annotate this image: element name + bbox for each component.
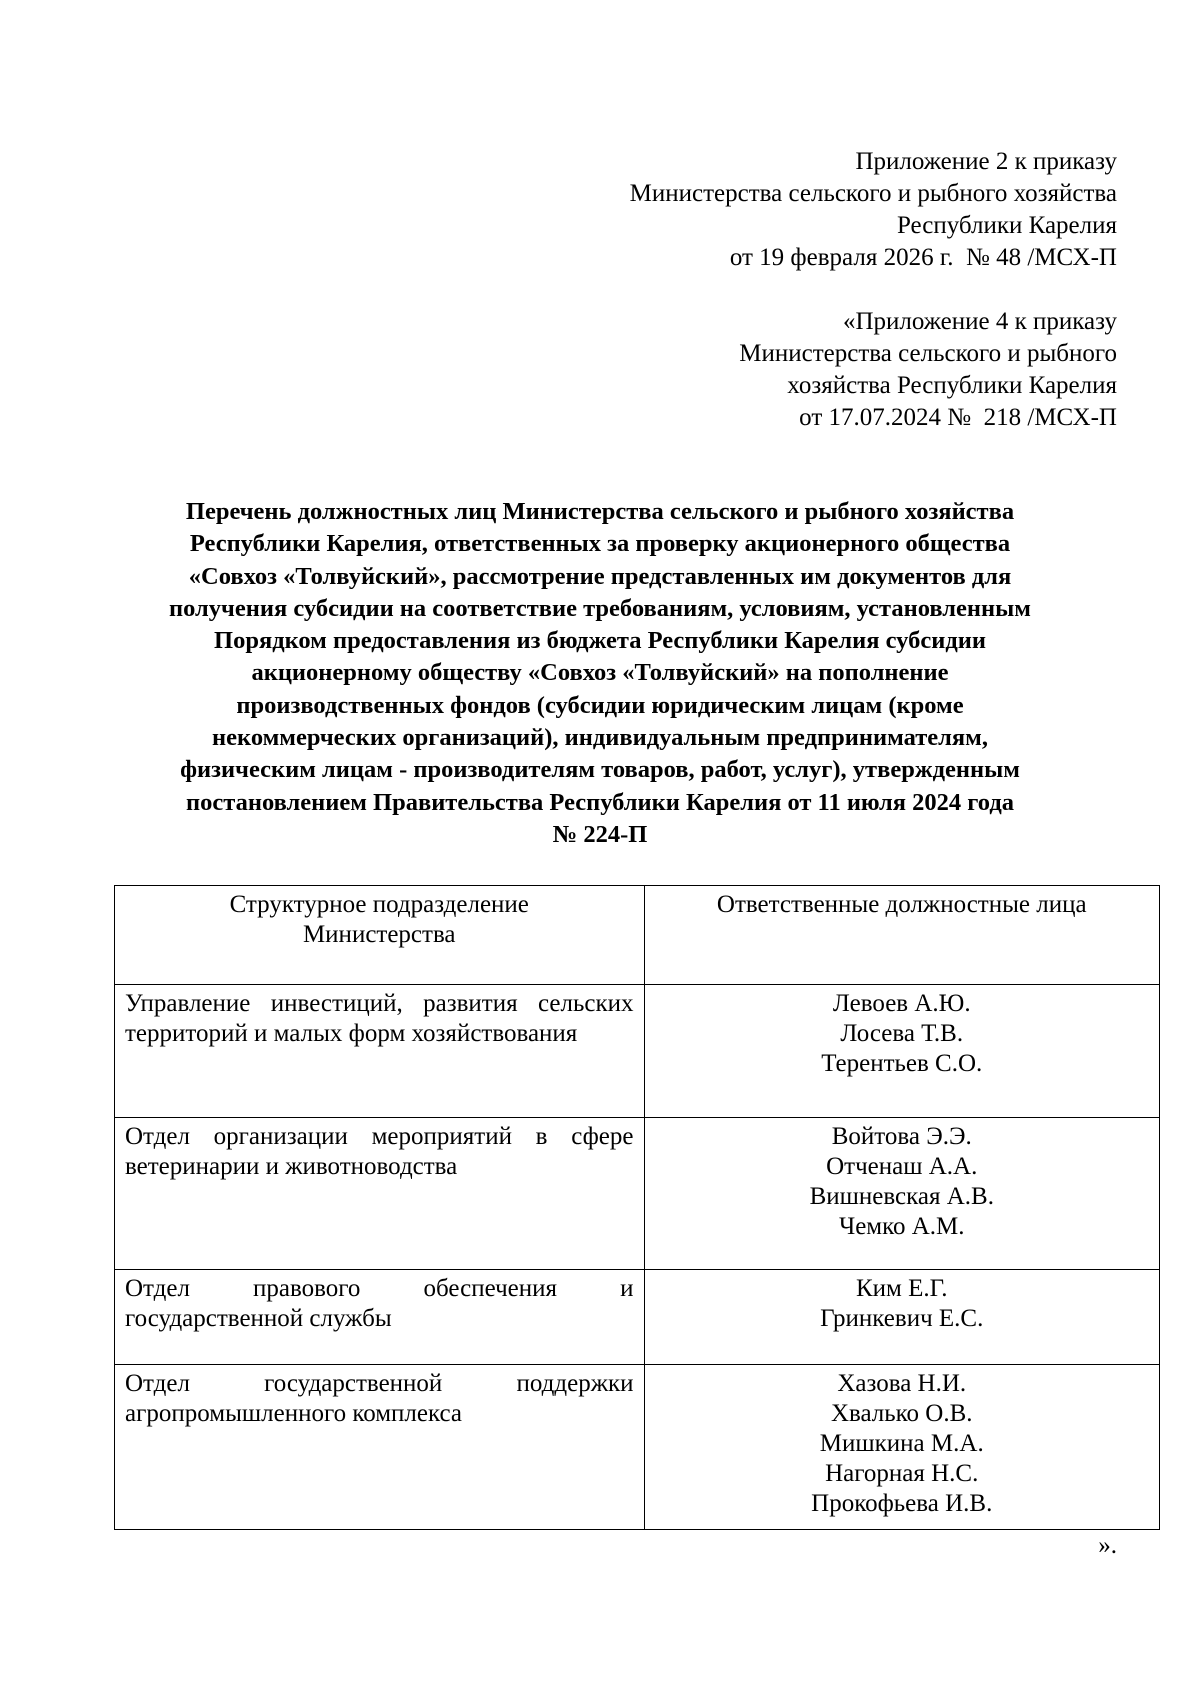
department-cell bbox=[115, 1118, 645, 1270]
official-name: Лосева Т.В. bbox=[840, 1020, 964, 1047]
title-line: физическим лицам - производителям товаров, работ, услуг), утвержденным bbox=[180, 756, 1020, 784]
official-name: Войтова Э.Э. bbox=[831, 1123, 972, 1150]
appendix-line: от 19 февраля 2026 г. № 48 /МСХ-П bbox=[729, 244, 1117, 271]
official-name: Хазова Н.И. bbox=[837, 1370, 967, 1397]
officials-cell bbox=[644, 985, 1160, 1118]
department-name: Отдел государственной поддержки агропромышленного комплекса bbox=[125, 1370, 634, 1427]
officials-table bbox=[114, 885, 1160, 1530]
title-line: акционерному обществу «Совхоз «Толвуйский» на пополнение bbox=[251, 659, 949, 687]
document-title bbox=[100, 496, 1100, 851]
table-header-row bbox=[115, 886, 1160, 985]
official-name: Мишкина М.А. bbox=[819, 1430, 984, 1457]
appendix-line: Республики Карелия bbox=[896, 212, 1117, 239]
appendix-line: Министерства сельского и рыбного bbox=[739, 340, 1117, 367]
title-line: Порядком предоставления из бюджета Республики Карелия субсидии bbox=[214, 627, 986, 655]
department-cell bbox=[115, 1365, 645, 1530]
title-line: Перечень должностных лиц Министерства сельского и рыбного хозяйства bbox=[185, 498, 1015, 525]
department-name: Управление инвестиций, развития сельских территорий и малых форм хозяйствования bbox=[125, 990, 634, 1047]
official-name: Чемко А.М. bbox=[838, 1213, 965, 1240]
official-name: Отченаш А.А. bbox=[826, 1153, 978, 1180]
appendix-line: «Приложение 4 к приказу bbox=[842, 308, 1117, 335]
appendix-line: Приложение 2 к приказу bbox=[855, 148, 1117, 175]
officials-cell bbox=[644, 1270, 1160, 1365]
department-name: Отдел организации мероприятий в сфере ветеринарии и животноводства bbox=[125, 1123, 634, 1180]
official-name: Ким Е.Г. bbox=[855, 1275, 948, 1302]
table-row bbox=[115, 1118, 1160, 1270]
official-name: Прокофьева И.В. bbox=[811, 1490, 993, 1517]
table-row bbox=[115, 1365, 1160, 1530]
title-line: постановлением Правительства Республики Карелия от 11 июля 2024 года bbox=[186, 788, 1014, 816]
official-name: Терентьев С.О. bbox=[821, 1050, 983, 1077]
appendix-line: Министерства сельского и рыбного хозяйства bbox=[629, 180, 1117, 207]
department-cell bbox=[115, 985, 645, 1118]
appendix-amended-order bbox=[739, 306, 1117, 434]
title-line: некоммерческих организаций), индивидуальным предпринимателям, bbox=[212, 724, 988, 752]
table-row bbox=[115, 1270, 1160, 1365]
header-department-line: Структурное подразделение bbox=[229, 891, 529, 918]
closing-quote-mark: ». bbox=[1098, 1532, 1117, 1559]
official-name: Левоев А.Ю. bbox=[832, 990, 971, 1017]
official-name: Нагорная Н.С. bbox=[825, 1460, 979, 1487]
title-line: Республики Карелия, ответственных за проверку акционерного общества bbox=[189, 530, 1011, 558]
appendix-line: хозяйства Республики Карелия bbox=[787, 372, 1117, 399]
appendix-line: от 17.07.2024 № 218 /МСХ-П bbox=[799, 404, 1117, 431]
title-line: производственных фондов (субсидии юридическим лицам (кроме bbox=[236, 691, 964, 719]
title-line: получения субсидии на соответствие требованиям, условиям, установленным bbox=[169, 594, 1031, 622]
table-row bbox=[115, 985, 1160, 1118]
department-cell bbox=[115, 1270, 645, 1365]
header-department-line: Министерства bbox=[302, 921, 456, 948]
officials-cell bbox=[644, 1118, 1160, 1270]
header-department bbox=[115, 886, 645, 985]
official-name: Гринкевич Е.С. bbox=[820, 1305, 984, 1332]
title-line: № 224-П bbox=[552, 820, 648, 848]
officials-cell bbox=[644, 1365, 1160, 1530]
official-name: Вишневская А.В. bbox=[809, 1183, 994, 1210]
header-officials: Ответственные должностные лица bbox=[644, 886, 1160, 985]
department-name: Отдел правового обеспечения и государственной службы bbox=[125, 1275, 634, 1332]
appendix-current-order bbox=[630, 146, 1117, 274]
title-line: «Совхоз «Толвуйский», рассмотрение представленных им документов для bbox=[188, 562, 1012, 590]
official-name: Хвалько О.В. bbox=[830, 1400, 973, 1427]
